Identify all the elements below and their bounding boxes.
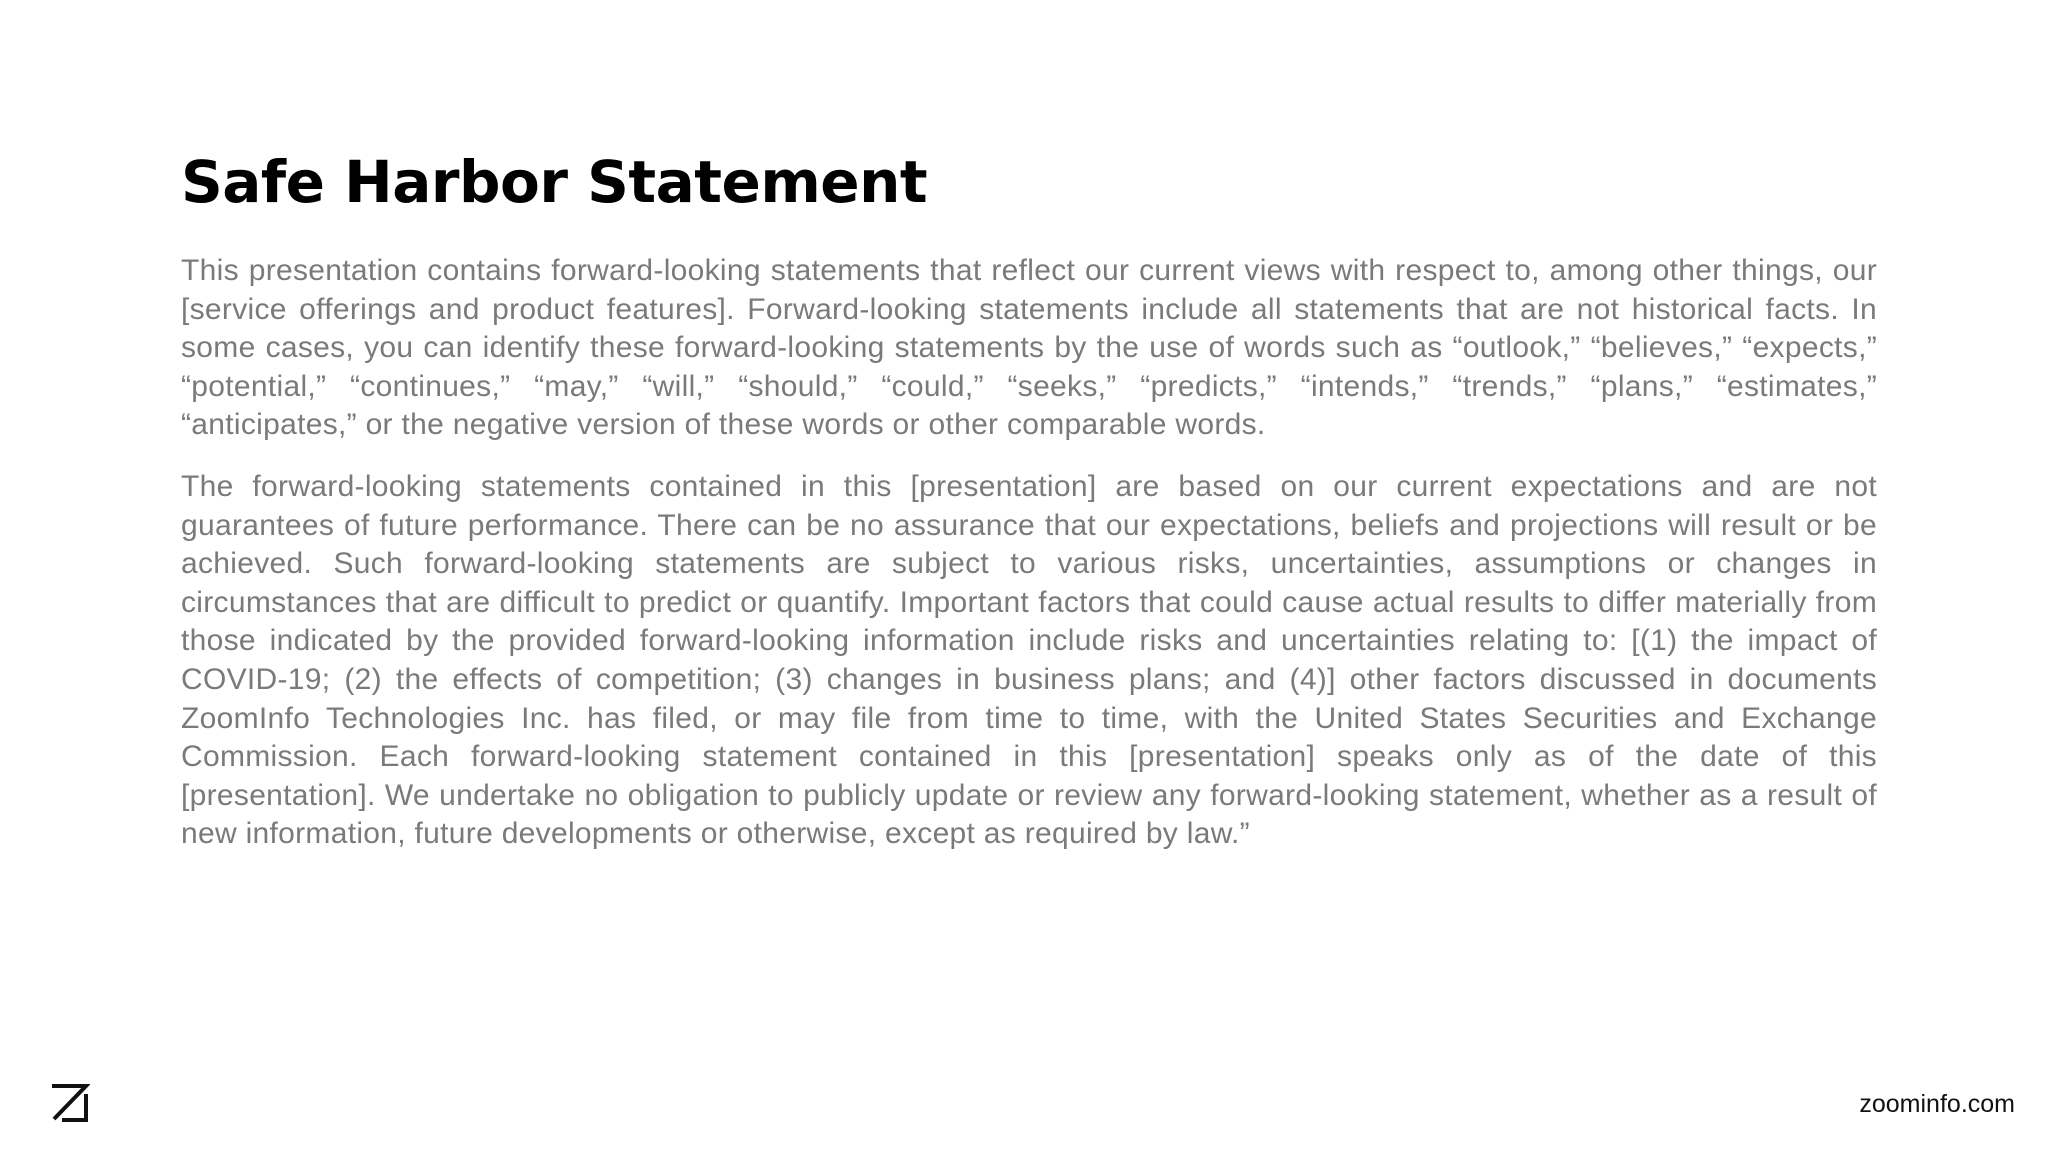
slide-title: Safe Harbor Statement xyxy=(181,148,928,216)
slide-body xyxy=(181,252,1877,877)
zoominfo-z-logo-icon xyxy=(48,1082,90,1124)
footer-website: zoominfo.com xyxy=(1859,1090,2015,1118)
paragraph-forward-looking-intro: This presentation contains forward-looking statements that reflect our current views with respect to, among other things, our [service offerings and product features]. Forward-looking statements include all statements that are not historical facts. In some cases, you can identify these forward-looking statements by the use of words such as “outlook,” “believes,” “expects,” “potential,” “continues,” “may,” “will,” “should,” “could,” “seeks,” “predicts,” “intends,” “trends,” “plans,” “estimates,” “anticipates,” or the negative version of these words or other comparable words. xyxy=(181,254,1877,442)
paragraph-forward-looking-risks: The forward-looking statements contained in this [presentation] are based on our current expectations and are not guarantees of future performance. There can be no assurance that our expectations, beliefs and projections will result or be achieved. Such forward-looking statements are subject to various risks, uncertainties, assumptions or changes in circumstances that are difficult to predict or quantify. Important factors that could cause actual results to differ materially from those indicated by the provided forward-looking information include risks and uncertainties relating to: [(1) the impact of COVID-19; (2) the effects of competition; (3) changes in business plans; and (4)] other factors discussed in documents ZoomInfo Technologies Inc. has filed, or may file from time to time, with the United States Securities and Exchange Commission. Each forward-looking statement contained in this [presentation] speaks only as of the date of this [presentation]. We undertake no obligation to publicly update or review any forward-looking statement, whether as a result of new information, future developments or otherwise, except as required by law.” xyxy=(181,469,1877,851)
